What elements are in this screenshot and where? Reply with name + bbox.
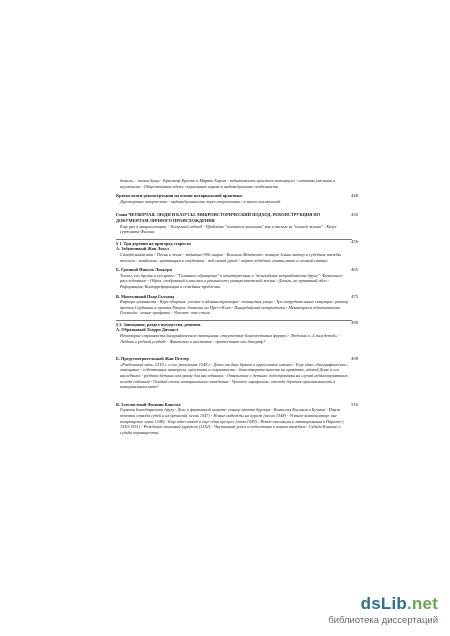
watermark — [328, 594, 438, 626]
section-heading: § 2. Завещание, раздел имущества, ревизия. — [116, 321, 202, 327]
entry-text: «Раздельный акт» 1519 г. и его уточнение 1548 г.- Дети от двух браков и агрессивное имение.- Еще одно «биографическое» завещание - собственные интересы: простота и сохранность.- благотворительность на практике, адовой Доме и его наследники - раздача бедным или храму для наследников.- Отношение с детьми: подстраховки на случай неблагоприятного исхода событий.- Особый стиль нотариального поведения.- Уроскоп «профанов» отсюда берется оригинальность в нотариальном акте? — [120, 361, 349, 390]
toc-entry — [116, 319, 358, 328]
watermark-subtitle: библиотека диссертаций — [328, 615, 438, 626]
toc-entry — [116, 212, 358, 235]
chapter-heading: Глава ЧЕТВЕРТАЯ. ЛЮДИ И КАЗУСЫ. МИКРОИСТОРИЧЕСКИЙ ПОДХОД. РЕКОНСТРУКЦИЯ ПО ДОКУМЕНТАМ ЛИЧНОГО ПРОИСХОЖДЕНИЯ — [116, 212, 321, 223]
page-number: 490 — [351, 319, 358, 325]
section-heading: § 1. Три деревни на пригород старости — [116, 240, 191, 246]
toc-entry — [116, 238, 358, 247]
toc-entry — [116, 246, 352, 263]
entry-heading: Б. Предусмотрительный Жан Пеллер — [116, 356, 189, 362]
entry-heading: Б. Грозный Николь Локьерн — [116, 267, 172, 273]
page-number: 450 — [351, 212, 358, 218]
entry-heading: А. Образцовый Тьерри Дичанст — [116, 327, 179, 333]
watermark-logo — [328, 594, 438, 614]
table-of-contents — [116, 178, 358, 435]
toc-entry — [116, 178, 352, 189]
page-number: 516 — [351, 401, 358, 407]
logo-accent: .net — [406, 594, 438, 613]
divider — [116, 320, 352, 321]
entry-heading: В. Злосчастный Филипп Кавелье — [116, 401, 181, 407]
page-number: 498 — [351, 356, 358, 362]
toc-entry — [116, 356, 358, 390]
page-number: 475 — [351, 293, 358, 299]
entry-text: Карьера гуманиста - Круг общения: ученые и администраторы.- покинутая улица.- Три запрудительных ситуации: ректор против Сорбонны и против Рамуса, баталии на Пре-о-Клек.- Пикардийский патриотизм.- Меняющиеся идентичности Галланда.- новые профиты - Человек- это стиль — [120, 299, 349, 316]
entry-text: Самодельный акт - Песня о жене - забытые 900 ливров - Колонии Монтескю: помнут Альма матер и судебные тяжбы теолога - камбиальс, кровавицам к студенты - под самой рукой - первое победное стать акты и личный статус — [120, 251, 342, 263]
toc-entry — [116, 293, 358, 316]
entry-text: деньги» - помни души.- Кристоф Кресте и Марты Харом.- забывчивость простого нотариуса - штампы умелыми и неумелыми.- Общественных идеал, социальные нормы и индивидуальные особенности. — [120, 178, 336, 189]
entry-text: Теолог, его друзья и его враги.- "Гуманное обращение" к неинтересным и "величайшие неправдивости друга"- Фамильное расследование - Образ, сообразный в мыслям и реальности университетской жизни.- Деньги, не принятый обол - Реформация, Контрреформация и семейные проблемы. — [120, 272, 343, 289]
page-number: 448 — [351, 193, 358, 199]
toc-entry — [116, 267, 358, 289]
entry-text: Двусторонне творчество - индивидуальность через стереотипы.- а много исключений. — [120, 198, 282, 204]
divider — [116, 239, 352, 240]
page-number: 465 — [351, 267, 358, 273]
entry-heading: В. Многоликий Пьер Галланд — [116, 293, 175, 299]
entry-heading: Кратко итоги реконструкции на основе нотариальной практики. — [116, 193, 243, 199]
entry-text: Горячая благодарность другу.- Долг о фиктивной монете: сеньор против бургера - Комиссия Космиля в Бульти - Парли почетка отвода судей и их прошлой( осень 1547) - Новые надежды на кураж (весна 1548) - Устное компенсатор: вне возвращение лета 1548).- Еще одно отвод и еще один процесс (зима 1549) - Новое апелляции и зтатирования в Париже ( 1550-1551).- Рождение экономий куражов (1552).- Частичный успех и подготовка к новым тяжбам.- Судьба Кавелье и судьба кормящества. — [120, 407, 344, 435]
toc-entry — [116, 327, 352, 344]
toc-entry — [116, 401, 358, 436]
toc-entry — [116, 193, 358, 204]
entry-text: Некоторые странности биографического завещания: отсутствие благочестивых формул.- Людовик и «Сонм детей» - Любовь к родной усадьбе - Фантазии и шестовые - протестант или биограф? — [120, 333, 340, 344]
page-number: 456 — [351, 238, 358, 244]
entry-text: Еще раз о микроистории. - Казусный подход - Проблема "плотного описания" как в письме за "полной жизни" - Казус сержанта Филона — [120, 223, 337, 235]
entry-heading: А. Забывчивый Жан Локуэ — [116, 246, 169, 252]
logo-main: dsLib — [360, 594, 407, 613]
